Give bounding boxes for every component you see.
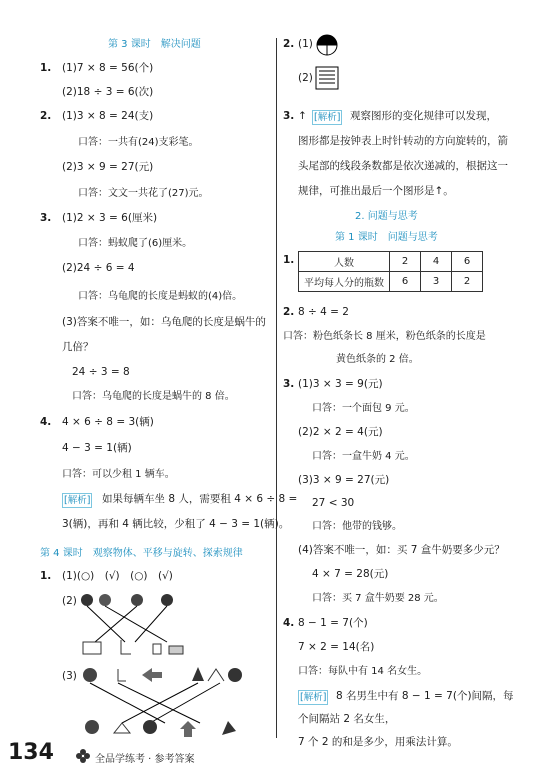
ball-icon — [131, 594, 143, 606]
question-number: 4. — [40, 416, 52, 428]
answer-line: 口答：一共有(24)支彩笔。 — [78, 137, 199, 148]
analysis-text: 规律，可推出最后一个图形是↑。 — [298, 185, 454, 197]
laptop-icon — [83, 642, 101, 654]
answer-line: 口答：每队中有 14 名女生。 — [298, 666, 428, 677]
ball-icon — [161, 594, 173, 606]
analysis-text: 如果每辆车坐 8 人，需要租 4 × 6 ÷ 8 = — [102, 493, 298, 505]
table-row — [299, 252, 483, 272]
answer-line: 口答：粉色纸条长 8 厘米，粉色纸条的长度是 — [283, 331, 486, 342]
l-shape-icon — [118, 669, 126, 681]
block-icon — [169, 646, 183, 654]
answer-line: (2) — [62, 595, 77, 607]
analysis-label: [解析] — [64, 495, 91, 506]
section-title: 第 3 课时 解决问题 — [108, 39, 201, 50]
answer-line: 口答：买 7 盒牛奶要 28 元。 — [312, 593, 444, 604]
table-cell: 平均每人分的瓶数 — [299, 272, 390, 292]
analysis-text: 观察图形的变化规律可以发现， — [350, 110, 497, 122]
analysis-text: 图形都是按钟表上时针转动的方向旋转的，箭 — [298, 135, 508, 147]
flower-icon — [143, 720, 157, 734]
answer-line: (2) — [298, 72, 313, 84]
answer-line: 24 ÷ 3 = 8 — [72, 366, 130, 378]
table-cell: 2 — [452, 272, 483, 292]
answer-line: (2)2 × 2 = 4(元) — [298, 426, 383, 438]
question-number: 2. — [40, 110, 52, 122]
table-cell: 3 — [421, 272, 452, 292]
tri-star-icon — [222, 721, 236, 735]
answer-line: 27 < 30 — [312, 497, 355, 509]
answer-line: (2)3 × 9 = 27(元) — [62, 161, 154, 173]
answer-line: (1)3 × 8 = 24(支) — [62, 110, 154, 122]
analysis-text: 8 名男生中有 8 − 1 = 7(个)间隔，每 — [336, 690, 514, 702]
analysis-text: 3(辆)，再和 4 辆比较，少租了 4 − 3 = 1(辆)。 — [62, 518, 290, 530]
table-cell: 2 — [390, 252, 421, 272]
section-title: 2. 问题与思考 — [355, 211, 418, 222]
answer-line: 口答：可以少租 1 辆车。 — [62, 469, 175, 480]
answer-line: (1)3 × 3 = 9(元) — [298, 378, 383, 390]
hexagon-icon — [228, 668, 242, 682]
answer-line: 口答：文文一共花了(27)元。 — [78, 188, 209, 199]
arrow-up-icon — [180, 721, 196, 737]
answer-line: (3) — [62, 670, 77, 682]
question-number: 1. — [40, 570, 52, 582]
rotation-diagram — [80, 665, 255, 740]
triangle-icon — [114, 723, 130, 733]
box-icon — [153, 644, 161, 654]
table-row — [299, 272, 483, 292]
answer-line: (2)24 ÷ 6 = 4 — [62, 262, 135, 274]
l-shape-icon — [121, 640, 131, 654]
answer-line: 几倍？ — [62, 341, 94, 353]
analysis-label: [解析] — [314, 112, 341, 123]
footer-text: 全品学练考 · 参考答案 — [95, 754, 195, 765]
flower-icon — [83, 668, 97, 682]
answer-line: 口答：乌龟爬的长度是蜗牛的 8 倍。 — [72, 391, 235, 402]
answer-line: 口答：一个面包 9 元。 — [312, 403, 415, 414]
answer-line: 口答：他带的钱够。 — [312, 521, 402, 532]
table-cell: 人数 — [299, 252, 390, 272]
matching-diagram — [75, 590, 195, 660]
answer-line: 4 × 6 ÷ 8 = 3(辆) — [62, 416, 154, 428]
analysis-text: 头尾部的线段条数都是依次递减的，根据这一 — [298, 160, 508, 172]
answer-line: 口答：一盒牛奶 4 元。 — [312, 451, 415, 462]
question-number: 1. — [40, 62, 52, 74]
clover-icon — [76, 749, 90, 763]
answer-line: 黄色纸条的 2 倍。 — [336, 354, 419, 365]
answer-line: (2)18 ÷ 3 = 6(次) — [62, 86, 154, 98]
answer-line: (1)7 × 8 = 56(个) — [62, 62, 154, 74]
answer-line: (4)答案不唯一，如：买 7 盒牛奶要多少元？ — [298, 544, 505, 556]
table-cell: 6 — [452, 252, 483, 272]
ball-icon — [81, 594, 93, 606]
chevron-up-icon — [208, 669, 224, 681]
answer-line: (1)2 × 3 = 6(厘米) — [62, 212, 158, 224]
answer-line: 口答：乌龟爬的长度是蚂蚁的(4)倍。 — [78, 291, 243, 302]
pie-circle-icon — [315, 33, 339, 57]
analysis-text: 7 个 2 的和是多少，用乘法计算。 — [298, 736, 458, 748]
question-number: 4. — [283, 617, 295, 629]
ball-icon — [99, 594, 111, 606]
analysis-label: [解析] — [300, 692, 327, 703]
answer-line: ↑ — [298, 110, 307, 122]
tri-star-icon — [192, 667, 204, 681]
answer-line: 8 − 1 = 7(个) — [298, 617, 368, 629]
hexagon-icon — [85, 720, 99, 734]
arrow-left-icon — [142, 668, 162, 682]
answer-line: (3)3 × 9 = 27(元) — [298, 474, 390, 486]
analysis-text: 个间隔站 2 名女生， — [298, 713, 396, 725]
table-cell: 4 — [421, 252, 452, 272]
page-number: 134 — [8, 740, 54, 765]
answer-line: 7 × 2 = 14(名) — [298, 641, 375, 653]
answer-line: (1)(○) (√) (○) (√) — [62, 570, 173, 582]
data-table — [298, 251, 483, 292]
answer-line: (1) — [298, 38, 313, 50]
question-number: 2. — [283, 38, 295, 50]
answer-line: 口答：蚂蚁爬了(6)厘米。 — [78, 238, 193, 249]
question-number: 3. — [283, 110, 295, 122]
column-divider — [276, 38, 277, 738]
question-number: 1. — [283, 254, 295, 266]
answer-line: 4 − 3 = 1(辆) — [62, 442, 132, 454]
section-title: 第 4 课时 观察物体、平移与旋转、探索规律 — [40, 548, 243, 559]
question-number: 3. — [283, 378, 295, 390]
answer-line: 4 × 7 = 28(元) — [312, 568, 389, 580]
question-number: 3. — [40, 212, 52, 224]
answer-line: 8 ÷ 4 = 2 — [298, 306, 349, 318]
table-cell: 6 — [390, 272, 421, 292]
question-number: 2. — [283, 306, 295, 318]
answer-line: (3)答案不唯一，如：乌龟爬的长度是蜗牛的 — [62, 316, 266, 328]
subsection-title: 第 1 课时 问题与思考 — [335, 232, 438, 243]
striped-square-icon — [315, 66, 339, 90]
